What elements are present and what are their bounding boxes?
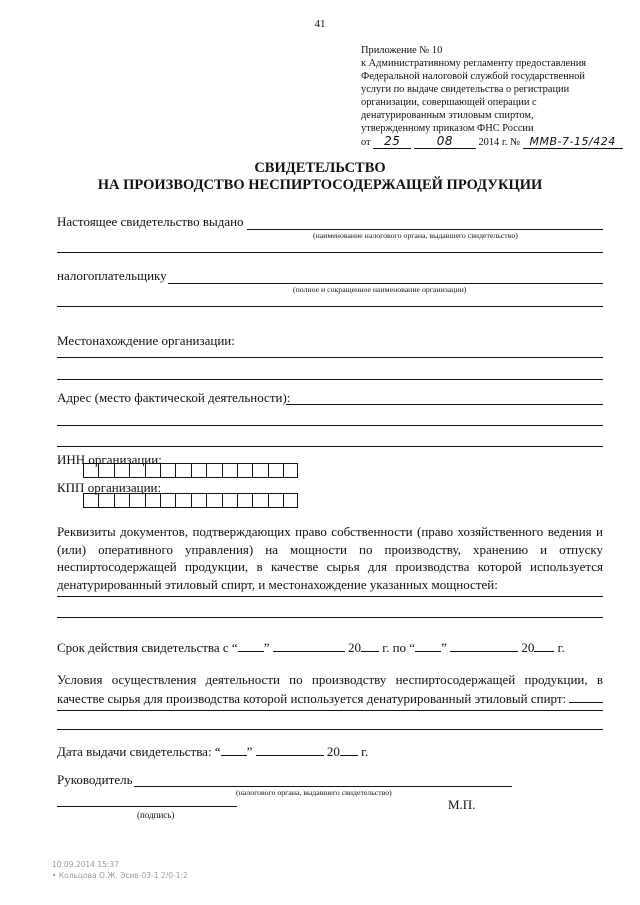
validity-to-year[interactable] xyxy=(534,638,554,652)
kpp-cell[interactable] xyxy=(283,493,298,508)
inn-cell[interactable] xyxy=(237,463,252,478)
inn-cell[interactable] xyxy=(129,463,144,478)
appendix-line: Федеральной налоговой службой государственной xyxy=(361,71,585,82)
kpp-cell[interactable] xyxy=(268,493,283,508)
appendix-line: денатурированным этиловым спиртом, xyxy=(361,110,534,121)
requisites-line: (или) оперативного управления) на мощности по производству, хранению и отпуску xyxy=(57,541,603,557)
issue-date-day[interactable] xyxy=(221,742,247,756)
inn-cell[interactable] xyxy=(145,463,160,478)
inn-cell[interactable] xyxy=(222,463,237,478)
kpp-cell[interactable] xyxy=(160,493,175,508)
conditions-line: Условия осуществления деятельности по производству неспиртосодержащей продукции, в xyxy=(57,672,603,687)
location-field-line-2[interactable] xyxy=(57,379,603,380)
stamp-label: М.П. xyxy=(448,797,476,812)
inn-cell[interactable] xyxy=(114,463,129,478)
address-label: Адрес (место фактической деятельности): xyxy=(57,390,291,405)
validity-mid: г. по “ xyxy=(382,640,416,655)
inn-label: ИНН организации: xyxy=(57,452,162,467)
inn-grid[interactable] xyxy=(83,463,298,478)
inn-cell[interactable] xyxy=(160,463,175,478)
validity-to-month[interactable] xyxy=(450,638,518,652)
requisites-field-line-2[interactable] xyxy=(57,617,603,618)
date-month: 08 xyxy=(414,135,476,149)
document-subtitle: НА ПРОИЗВОДСТВО НЕСПИРТОСОДЕРЖАЩЕЙ ПРОДУКЦИИ xyxy=(97,177,543,193)
requisites-line: неспиртосодержащей продукции, в качестве сырья для производства которой используется xyxy=(57,559,603,574)
kpp-label: КПП организации: xyxy=(57,480,162,495)
inn-cell[interactable] xyxy=(283,463,298,478)
print-stamp-line-2: • Кольцова О.Ж. Эсив-03-1 2/0-1:2 xyxy=(52,871,188,880)
location-field-line-1[interactable] xyxy=(57,357,603,358)
issued-to-field[interactable] xyxy=(247,229,603,230)
issue-date-year[interactable] xyxy=(340,742,358,756)
inn-cell[interactable] xyxy=(175,463,190,478)
signature-hint: (подпись) xyxy=(137,810,175,820)
date-prefix: от xyxy=(361,137,371,148)
appendix-block xyxy=(361,44,631,149)
conditions-line-2 xyxy=(57,689,603,708)
address-field-line-3[interactable] xyxy=(57,446,603,447)
kpp-cell[interactable] xyxy=(129,493,144,508)
quote: ” xyxy=(441,640,447,655)
kpp-cell[interactable] xyxy=(191,493,206,508)
appendix-line: к Административному регламенту предоставления xyxy=(361,58,587,69)
taxpayer-field-line-2[interactable] xyxy=(57,306,603,307)
conditions-field-line-1[interactable] xyxy=(57,710,603,711)
requisites-field-line-1[interactable] xyxy=(57,596,603,597)
inn-cell[interactable] xyxy=(252,463,267,478)
location-label: Местонахождение организации: xyxy=(57,333,235,348)
head-label: Руководитель xyxy=(57,772,133,787)
address-field-line-2[interactable] xyxy=(57,425,603,426)
requisites-paragraph xyxy=(57,523,603,593)
kpp-cell[interactable] xyxy=(98,493,113,508)
kpp-cell[interactable] xyxy=(114,493,129,508)
appendix-line: Приложение № 10 xyxy=(361,45,443,56)
taxpayer-label: налогоплательщику xyxy=(57,268,167,283)
kpp-cell[interactable] xyxy=(237,493,252,508)
issued-to-label: Настоящее свидетельство выдано xyxy=(57,214,244,229)
validity-from-month[interactable] xyxy=(273,638,345,652)
date-day: 25 xyxy=(373,135,411,149)
validity-row xyxy=(57,638,565,656)
inn-cell[interactable] xyxy=(98,463,113,478)
appendix-date-line xyxy=(361,135,631,149)
page-number: 41 xyxy=(314,18,326,30)
kpp-grid[interactable] xyxy=(83,493,298,508)
issue-date-month[interactable] xyxy=(256,742,324,756)
signature-field[interactable] xyxy=(57,806,237,807)
conditions-paragraph xyxy=(57,671,603,707)
validity-year-prefix: 20 xyxy=(521,640,535,655)
order-number: ММВ-7-15/424 xyxy=(523,135,623,149)
address-field-line-1[interactable] xyxy=(286,404,603,405)
quote: ” xyxy=(246,744,253,759)
kpp-cell[interactable] xyxy=(83,493,98,508)
kpp-cell[interactable] xyxy=(145,493,160,508)
issued-to-hint: (наименование налогового органа, выдавшего свидетельство) xyxy=(313,231,518,240)
conditions-text: качестве сырья для производства которой используется денатурированный этиловый спирт: xyxy=(57,690,567,706)
document-title: СВИДЕТЕЛЬСТВО xyxy=(254,160,386,176)
validity-from-year[interactable] xyxy=(361,638,379,652)
kpp-cell[interactable] xyxy=(252,493,267,508)
kpp-cell[interactable] xyxy=(206,493,221,508)
issue-date-row xyxy=(57,742,368,760)
inn-cell[interactable] xyxy=(191,463,206,478)
date-year: 2014 г. № xyxy=(478,137,521,148)
appendix-line: организации, совершающей операции с xyxy=(361,97,537,108)
appendix-line: услуги по выдаче свидетельства о регистрации xyxy=(361,84,570,95)
inn-cell[interactable] xyxy=(83,463,98,478)
issue-date-label: Дата выдачи свидетельства: “ xyxy=(57,744,221,759)
conditions-field-line-2[interactable] xyxy=(57,729,603,730)
kpp-cell[interactable] xyxy=(175,493,190,508)
issue-date-end: г. xyxy=(361,744,369,759)
requisites-line: Реквизиты документов, подтверждающих право собственности (право хозяйственного ведения и xyxy=(57,524,603,539)
quote: ” xyxy=(263,640,270,655)
head-hint: (налогового органа, выдавшего свидетельство) xyxy=(236,788,392,797)
validity-year-prefix: 20 xyxy=(347,640,361,655)
validity-label: Срок действия свидетельства с “ xyxy=(57,640,238,655)
issue-date-year-prefix: 20 xyxy=(326,744,340,759)
inn-cell[interactable] xyxy=(206,463,221,478)
kpp-cell[interactable] xyxy=(222,493,237,508)
requisites-line: денатурированный этиловый спирт, и местонахождение указанных мощностей: xyxy=(57,576,498,592)
validity-from-day[interactable] xyxy=(238,638,264,652)
inn-cell[interactable] xyxy=(268,463,283,478)
appendix-line: утвержденному приказом ФНС России xyxy=(361,123,534,134)
conditions-field[interactable] xyxy=(569,689,603,703)
print-stamp-line-1: 10.09.2014 15:37 xyxy=(52,860,119,869)
validity-end: г. xyxy=(557,640,565,655)
taxpayer-hint: (полное и сокращенное наименование организации) xyxy=(293,285,467,294)
taxpayer-field[interactable] xyxy=(168,283,603,284)
issued-to-field-line-2[interactable] xyxy=(57,252,603,253)
validity-to-day[interactable] xyxy=(415,638,441,652)
head-field[interactable] xyxy=(134,786,512,787)
